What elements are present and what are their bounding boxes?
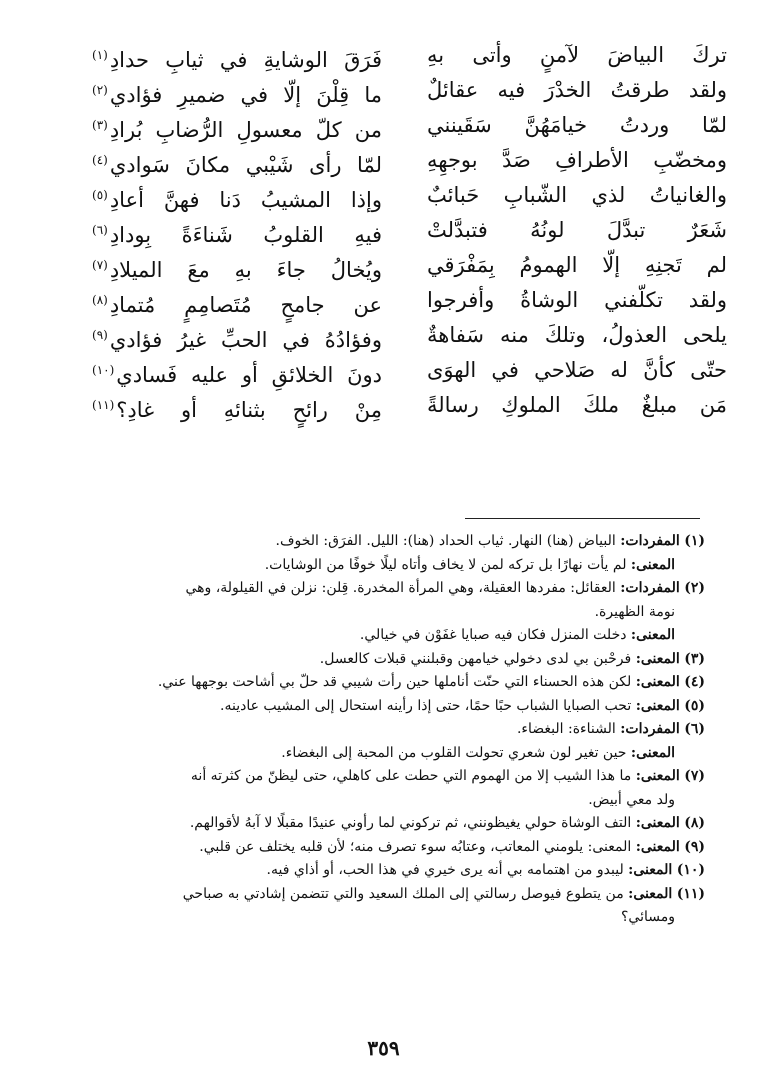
footnote-text: من يتطوع فيوصل رسالتي إلى الملك السعيد والتي تتضمن إشادتي به صباحي [182, 885, 624, 902]
verse-second-hemistich [92, 73, 382, 113]
footnote-line [60, 648, 705, 672]
footnote-line [60, 742, 705, 766]
footnote-ref: (٩) [92, 328, 108, 342]
footnote-number: (١٠) [676, 862, 705, 878]
verse [60, 73, 727, 108]
verse [60, 283, 727, 318]
footnote-tag: المعنى: [630, 627, 675, 643]
footnote-number: (١١) [676, 885, 705, 902]
verse-first-hemistich: ولقد طرقتُ الخدْرَ فيه عقائلٌ [427, 78, 727, 102]
footnote-number: (٤) [684, 674, 705, 690]
hemistich-text: وإذا المشيبُ دَنا فهنَّ أعادِ [109, 188, 382, 212]
footnote-tag: المفردات: [620, 533, 680, 549]
footnote-text: الشناءة: البغضاء. [516, 721, 616, 737]
footnote-tag: المعنى: [635, 674, 680, 690]
verse-first-hemistich: والغانياتُ لذي الشّبابِ حَبائبٌ [427, 183, 727, 207]
footnote-ref: (٧) [92, 258, 108, 272]
footnote-line [60, 601, 705, 625]
verse [60, 38, 727, 73]
poem [60, 38, 727, 423]
footnote-tag: المعنى: [628, 885, 673, 902]
footnote-text: التف الوشاة حولي يغيظونني، ثم تركوني لما رأوني عنيدًا مقبلًا لا آبهُ لأقوالهم. [189, 815, 632, 831]
verse [60, 318, 727, 353]
page-number: ٣٥٩ [367, 1036, 400, 1060]
footnote-tag: المعنى: [628, 862, 673, 878]
footnote-line [60, 671, 705, 695]
footnote-line [60, 530, 705, 554]
verse-second-hemistich [92, 143, 382, 183]
verse-second-hemistich [92, 108, 382, 148]
footnote-line [60, 789, 705, 813]
footnote-line [60, 906, 705, 930]
footnote-tag: المعنى: [635, 650, 680, 667]
verse-first-hemistich: حتّى كأنَّ له صَلاحي في الهوَى [427, 358, 727, 382]
footnote-line [60, 695, 705, 719]
footnote-number: (٦) [684, 721, 705, 737]
footnote-line [60, 859, 705, 883]
footnote-number: (٢) [684, 580, 705, 596]
footnote-line [60, 718, 705, 742]
footnote-line [60, 577, 705, 601]
footnote-number: (٨) [684, 815, 705, 831]
footnote-ref: (٣) [92, 118, 108, 132]
footnote-text: دخلت المنزل فكان فيه صبايا غفَوْن في خيالي. [359, 627, 627, 643]
footnote-tag: المعنى: [635, 697, 680, 714]
footnote-tag: المعنى: [630, 556, 675, 573]
hemistich-text: مِنْ رائحٍ بثنائهِ أو غادِ؟ [116, 398, 382, 422]
hemistich-text: من كلّ معسولِ الرُّضابِ بُرادِ [109, 118, 382, 142]
verse-first-hemistich: يلحى العذولُ، وتلكَ منه سَفاهةٌ [427, 323, 727, 347]
verse-first-hemistich: مَن مبلغٌ ملكَ الملوكِ رسالةً [427, 393, 727, 417]
footnote-ref: (٤) [92, 153, 108, 167]
verse-first-hemistich: شَعَرٌ تبدَّلَ لونُهُ فتبدَّلتْ [427, 218, 727, 242]
footnotes [60, 530, 705, 930]
footnote-text: تحب الصبايا الشباب حبًا حمًا، حتى إذا رأينه استحال إلى المشيب عادينه. [220, 697, 632, 714]
footnote-line [60, 554, 705, 578]
verse-first-hemistich: ومخضّبِ الأطرافِ صَدَّ بوجهِهِ [427, 148, 727, 172]
footnote-tag: المفردات: [620, 580, 680, 596]
verse-second-hemistich [92, 38, 382, 78]
footnote-text: ليبدو من اهتمامه بي أنه يرى خيري في هذا الحب، أو أذاي فيه. [266, 862, 624, 878]
hemistich-text: وفؤادُهُ في الحبِّ غيرُ فؤادي [109, 328, 382, 352]
footnote-ref: (٨) [92, 293, 108, 307]
footnote-tag: المعنى: [635, 768, 680, 784]
hemistich-text: لمّا رأى شَيْبي مكانَ سَوادي [109, 153, 382, 177]
footnote-text: نومة الظهيرة. [594, 603, 675, 620]
hemistich-text: فَرَقَ الوشايةِ في ثيابِ حدادِ [109, 48, 382, 72]
verse-second-hemistich [92, 388, 382, 428]
footnote-number: (١) [684, 533, 705, 549]
footnote-text: ومسائي؟ [620, 909, 675, 925]
verse-second-hemistich [92, 283, 382, 323]
footnote-ref: (١٠) [92, 363, 115, 377]
hemistich-text: ويُخالُ جاءَ بهِ معَ الميلادِ [109, 258, 382, 282]
verse [60, 143, 727, 178]
verse-first-hemistich: لمّا وردتُ خيامَهُنَّ سَقَينني [427, 113, 727, 137]
verse [60, 248, 727, 283]
footnote-tag: المعنى: [635, 815, 680, 831]
verse-first-hemistich: ولقد تكلّفني الوشاةُ وأفرجوا [427, 288, 727, 312]
footnote-ref: (٥) [92, 188, 108, 202]
hemistich-text: فيهِ القلوبُ شَناءَةً بِودادِ [109, 223, 382, 247]
verse-second-hemistich [92, 178, 382, 218]
footnote-tag: المعنى: [635, 838, 680, 855]
verse-first-hemistich: تركَ البياضَ لآمنٍ وأتى بهِ [427, 43, 727, 67]
footnote-line [60, 765, 705, 789]
footnote-text: فرحْبن بي لدى دخولي خيامهن وقبلنني قبلات كالعسل. [319, 650, 632, 667]
footnote-text: المعنى: يلومني المعاتب، وعتابُه سوء تصرف منه؛ لأن قلبه يختلف عن قلبي. [199, 838, 632, 855]
footnote-number: (٩) [684, 838, 705, 855]
hemistich-text: ما قِلْنَ إلّا في ضميرِ فؤادي [109, 83, 382, 107]
verse [60, 213, 727, 248]
footnote-number: (٥) [684, 697, 705, 714]
verse-second-hemistich [92, 353, 382, 393]
footnote-text: لم يأت نهارًا بل تركه لمن لا يخاف وأتاه ليلًا خوفًا من الوشايات. [264, 556, 627, 573]
footnote-text: حين تغير لون شعري تحولت القلوب من المحبة إلى البغضاء. [281, 744, 627, 761]
footnote-tag: المفردات: [620, 721, 680, 737]
footnote-divider [465, 518, 700, 519]
footnote-line [60, 624, 705, 648]
verse [60, 388, 727, 423]
footnote-number: (٧) [684, 768, 705, 784]
verse [60, 353, 727, 388]
footnote-number: (٣) [684, 650, 705, 667]
footnote-text: ما هذا الشيب إلا من الهموم التي حطت على كاهلي، حتى ليظنّ من كثرته أنه [190, 768, 632, 784]
footnote-ref: (١) [92, 48, 108, 62]
footnote-text: العقائل: مفردها العقيلة، وهي المرأة المخدرة. قِلن: نزلن في القيلولة، وهي [185, 580, 616, 596]
footnote-ref: (٢) [92, 83, 108, 97]
footnote-ref: (٦) [92, 223, 108, 237]
footnote-ref: (١١) [92, 398, 115, 412]
verse-second-hemistich [92, 213, 382, 253]
footnote-text: ولد معي أبيض. [588, 791, 675, 808]
hemistich-text: دونَ الخلائقِ أو عليه فَسادي [116, 363, 382, 387]
verse-first-hemistich: لم تَجنِهِ إلّا الهمومُ بِمَفْرَقي [427, 253, 727, 277]
verse-second-hemistich [92, 318, 382, 358]
footnote-line [60, 836, 705, 860]
verse [60, 178, 727, 213]
hemistich-text: عن جامحٍ مُتَصامِمٍ مُتمادِ [109, 293, 382, 317]
footnote-tag: المعنى: [630, 744, 675, 761]
footnote-text: لكن هذه الحسناء التي حنّت أناملها حين رأت شيبي قد حلّ بي أشاحت بوجهها عني. [157, 674, 632, 690]
verse-second-hemistich [92, 248, 382, 288]
footnote-line [60, 883, 705, 907]
footnote-line [60, 812, 705, 836]
footnote-text: البياض (هنا) النهار. ثياب الحداد (هنا): الليل. الفرَق: الخوف. [275, 533, 616, 549]
verse [60, 108, 727, 143]
